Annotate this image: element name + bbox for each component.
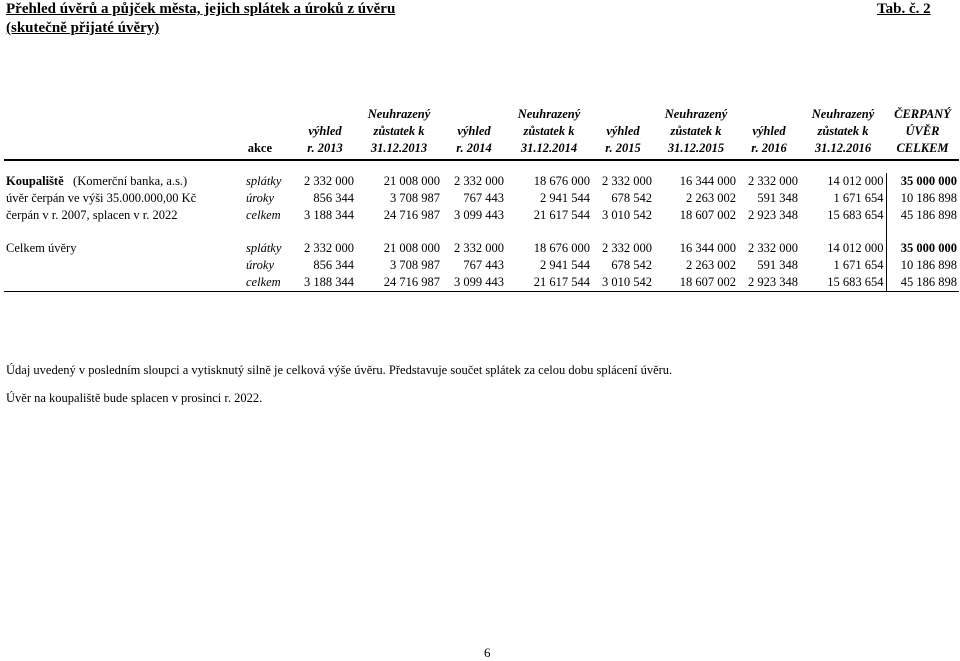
value-cell: 3 010 542	[592, 274, 654, 292]
value-cell: 1 671 654	[833, 191, 884, 205]
table-header-row	[4, 106, 959, 160]
value-cell: 856 344	[313, 191, 354, 205]
value-cell: 3 708 987	[390, 191, 440, 205]
spacer-row	[4, 224, 959, 232]
value-cell: 24 716 987	[383, 208, 440, 222]
value-cell: 16 344 000	[679, 241, 736, 255]
table-row	[4, 173, 959, 190]
header-col-total: ČERPANÝ ÚVĚR CELKEM	[894, 107, 951, 155]
note-1: Údaj uvedený v posledním sloupci a vytisknutý silně je celková výše úvěru. Představuje součet splátek za celou dobu splácení úvěru.	[6, 363, 673, 377]
value-cell: 3 010 542	[602, 208, 652, 222]
value-cell: 1 671 654	[833, 258, 884, 272]
row-kind: celkem	[244, 274, 294, 292]
row-kind: splátky	[246, 174, 282, 188]
header-col-1: výhled r. 2013	[307, 124, 343, 155]
title-line-1: Přehled úvěrů a půjček města, jejich splátek a úroků z úvěru	[6, 1, 396, 17]
value-cell: 14 012 000	[827, 174, 884, 188]
value-cell: 3 099 443	[454, 208, 504, 222]
value-cell: 3 708 987	[390, 258, 440, 272]
row-title: Koupaliště	[6, 174, 64, 188]
value-cell: 2 332 000	[454, 241, 504, 255]
row-description	[4, 274, 244, 292]
title-line-2: (skutečně přijaté úvěry)	[6, 20, 160, 36]
page-number: 6	[484, 645, 491, 660]
value-cell: 21 617 544	[533, 208, 590, 222]
note-2: Úvěr na koupaliště bude splacen v prosinci r. 2022.	[6, 391, 263, 405]
table-row	[4, 240, 959, 257]
row-description	[4, 240, 244, 257]
value-cell: 18 607 002	[654, 274, 738, 292]
row-description: úvěr čerpán ve výši 35.000.000,00 Kč	[6, 191, 197, 205]
value-cell: 2 332 000	[304, 174, 354, 188]
loans-table	[4, 106, 959, 292]
row-description	[4, 257, 244, 274]
loans-table-body	[4, 106, 959, 292]
value-cell: 767 443	[463, 191, 504, 205]
table-row	[4, 274, 959, 292]
value-cell: 591 348	[757, 191, 798, 205]
row-kind: celkem	[246, 208, 281, 222]
value-cell: 767 443	[463, 258, 504, 272]
header-col-7: výhled r. 2016	[751, 124, 787, 155]
value-cell: 24 716 987	[356, 274, 442, 292]
value-cell: 3 188 344	[304, 208, 354, 222]
value-cell: 2 332 000	[748, 174, 798, 188]
row-kind: úroky	[246, 191, 274, 205]
value-cell: 2 332 000	[748, 241, 798, 255]
header-col-6: Neuhrazený zůstatek k 31.12.2015	[664, 107, 728, 155]
value-cell: 10 186 898	[886, 190, 959, 207]
value-cell: 2 941 544	[540, 191, 590, 205]
value-cell: 14 012 000	[827, 241, 884, 255]
header-col-5: výhled r. 2015	[605, 124, 641, 155]
value-cell: 45 186 898	[886, 207, 959, 224]
table-row	[4, 190, 959, 207]
row-subtitle: (Komerční banka, a.s.)	[73, 174, 188, 188]
value-cell: 678 542	[611, 258, 652, 272]
value-cell: 18 676 000	[533, 174, 590, 188]
value-cell: 2 923 348	[748, 208, 798, 222]
value-cell: 2 923 348	[738, 274, 800, 292]
row-description: čerpán v r. 2007, splacen v r. 2022	[6, 208, 178, 222]
value-cell: 21 617 544	[506, 274, 592, 292]
value-cell: 35 000 000	[886, 173, 959, 190]
value-cell: 2 332 000	[602, 174, 652, 188]
header-akce: akce	[247, 141, 272, 155]
value-cell: 21 008 000	[383, 241, 440, 255]
row-title: Celkem úvěry	[6, 241, 77, 255]
value-cell: 856 344	[313, 258, 354, 272]
header-col-2: Neuhrazený zůstatek k 31.12.2013	[367, 107, 431, 155]
value-cell: 15 683 654	[827, 208, 884, 222]
header-col-3: výhled r. 2014	[456, 124, 492, 155]
value-cell: 21 008 000	[383, 174, 440, 188]
value-cell: 15 683 654	[800, 274, 886, 292]
value-cell: 2 332 000	[602, 241, 652, 255]
spacer-row	[4, 160, 959, 173]
header-col-8: Neuhrazený zůstatek k 31.12.2016	[811, 107, 875, 155]
value-cell: 3 188 344	[294, 274, 356, 292]
value-cell: 10 186 898	[886, 257, 959, 274]
row-kind: splátky	[246, 241, 282, 255]
value-cell: 678 542	[611, 191, 652, 205]
value-cell: 35 000 000	[886, 240, 959, 257]
row-description	[4, 173, 244, 190]
value-cell: 2 332 000	[454, 174, 504, 188]
table-number: Tab. č. 2	[877, 1, 931, 17]
value-cell: 16 344 000	[679, 174, 736, 188]
row-kind: úroky	[246, 258, 274, 272]
value-cell: 18 607 002	[679, 208, 736, 222]
table-row	[4, 207, 959, 224]
header-col-4: Neuhrazený zůstatek k 31.12.2014	[517, 107, 581, 155]
value-cell: 2 332 000	[304, 241, 354, 255]
document-title	[6, 0, 395, 38]
value-cell: 45 186 898	[886, 274, 959, 292]
value-cell: 2 941 544	[540, 258, 590, 272]
value-cell: 2 263 002	[686, 191, 736, 205]
value-cell: 3 099 443	[442, 274, 506, 292]
value-cell: 18 676 000	[533, 241, 590, 255]
table-row	[4, 257, 959, 274]
value-cell: 591 348	[757, 258, 798, 272]
value-cell: 2 263 002	[686, 258, 736, 272]
spacer-row	[4, 232, 959, 240]
